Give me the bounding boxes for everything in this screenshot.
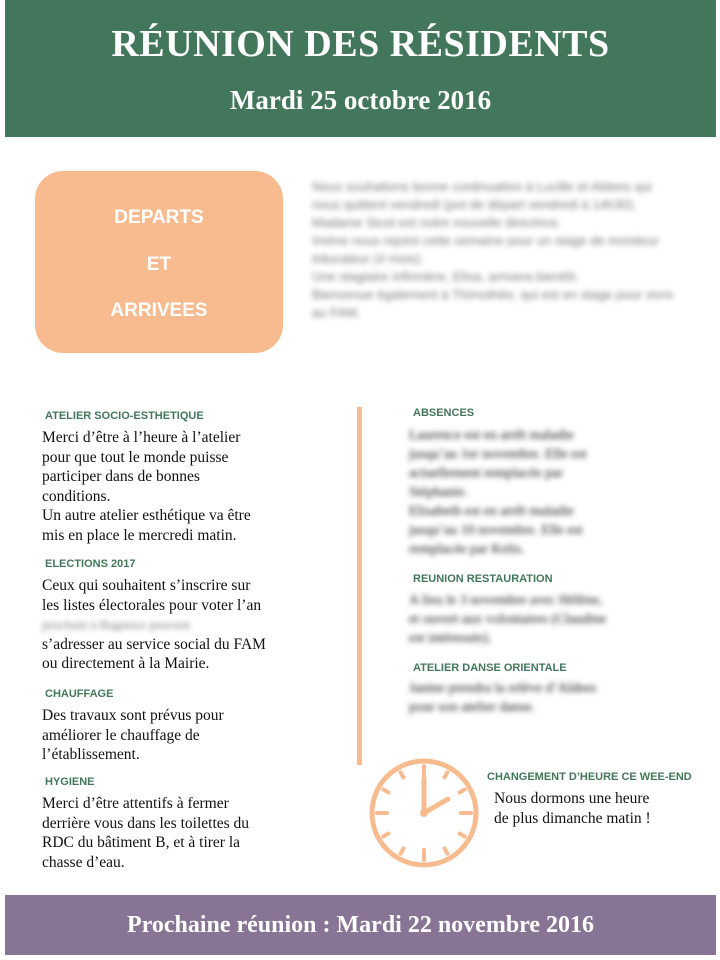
body-line: participer dans de bonnes xyxy=(42,468,200,485)
body-line: actuellement remplacée par xyxy=(409,466,563,481)
body-line: Merci d’être à l’heure à l’atelier xyxy=(42,429,241,446)
section-body-atelier-socio xyxy=(42,428,342,545)
intro-paragraph: Nous souhaitons bonne continuation à Lucille et Aldees qui nous quittent vendredi (pot de départ vendredi à 14h30). xyxy=(312,179,652,212)
intro-paragraph: Imène nous rejoint cette semaine pour un stage de moniteur éducateur (4 mois). xyxy=(312,233,659,266)
column-divider xyxy=(357,407,362,765)
body-line: et ouvert aux volontaires (Claudine xyxy=(409,612,607,627)
header-banner xyxy=(5,0,716,137)
body-line: pour que tout le monde puisse xyxy=(42,448,229,466)
body-line: améliorer le chauffage de xyxy=(42,726,200,744)
section-title-elections: ELECTIONS 2017 xyxy=(45,558,136,570)
body-line: est intéressée). xyxy=(409,631,492,646)
body-line: de plus dimanche matin ! xyxy=(494,809,651,827)
section-body-changement-heure xyxy=(494,789,709,828)
departs-arrivees-text xyxy=(312,178,682,322)
badge-line-departs: DEPARTS xyxy=(114,207,204,228)
section-body-chauffage xyxy=(42,706,342,765)
footer-banner xyxy=(5,895,716,955)
body-line: Des travaux sont prévus pour xyxy=(42,707,224,724)
body-line-blurred: prochain à Bagneux peuvent xyxy=(42,617,191,632)
body-line: A lieu le 3 novembre avec Hélène, xyxy=(409,593,603,608)
section-body-absences xyxy=(409,426,689,559)
meeting-date: Mardi 25 octobre 2016 xyxy=(229,85,492,115)
section-title-danse-orientale: ATELIER DANSE ORIENTALE xyxy=(413,662,567,674)
body-line: Stéphanie. xyxy=(409,485,468,500)
section-body-danse-orientale xyxy=(409,679,689,717)
body-line: Janine prendra la relève d’Aldees xyxy=(409,681,597,696)
body-line: remplacée par Kelis. xyxy=(409,542,525,557)
next-meeting-text: Prochaine réunion : Mardi 22 novembre 2016 xyxy=(126,912,595,938)
section-title-hygiene: HYGIENE xyxy=(45,776,95,788)
body-line: l’établissement. xyxy=(42,746,140,763)
section-title-atelier-socio: ATELIER SOCIO-ESTHETIQUE xyxy=(45,410,204,422)
body-line: chasse d’eau. xyxy=(42,853,125,871)
body-line: jusqu’au 1er novembre. Elle est xyxy=(409,447,587,462)
clock-icon xyxy=(368,757,480,869)
intro-paragraph: Une stagiaire infirmière, Elisa, arrivera bientôt. xyxy=(312,269,579,284)
page-title: RÉUNION DES RÉSIDENTS xyxy=(111,23,610,65)
body-line: s’adresser au service social du FAM xyxy=(42,635,266,653)
section-title-absences: ABSENCES xyxy=(413,407,475,419)
section-title-changement-heure: CHANGEMENT D’HEURE CE WEE-END xyxy=(487,771,692,783)
section-body-elections xyxy=(42,576,352,674)
body-line: les listes électorales pour voter l’an xyxy=(42,596,262,614)
section-body-reunion-restauration xyxy=(409,591,689,648)
intro-paragraph: Madame Sicot est notre nouvelle directrice. xyxy=(312,215,562,230)
body-line: jusqu’au 10 novembre. Elle est xyxy=(409,523,583,538)
body-line: Elisabeth est en arrêt maladie xyxy=(409,504,574,519)
section-body-hygiene xyxy=(42,794,342,872)
badge-line-arrivees: ARRIVEES xyxy=(110,300,208,321)
body-line: Ceux qui souhaitent s’inscrire sur xyxy=(42,577,251,594)
body-line: Laurence est en arrêt maladie xyxy=(409,428,574,443)
departs-arrivees-badge xyxy=(35,171,283,353)
body-line: Un autre atelier esthétique va être xyxy=(42,507,251,524)
section-title-chauffage: CHAUFFAGE xyxy=(45,688,114,700)
intro-paragraph: Bienvenue également à Thimothée, qui est en stage pour vivre au FAM. xyxy=(312,287,674,320)
body-line: Nous dormons une heure xyxy=(494,790,650,807)
body-line: RDC du bâtiment B, et à tirer la xyxy=(42,834,241,851)
badge-line-et: ET xyxy=(146,254,172,275)
body-line: conditions. xyxy=(42,487,111,505)
body-line: derrière vous dans les toilettes du xyxy=(42,814,250,832)
body-line: Merci d’être attentifs à fermer xyxy=(42,795,229,812)
body-line: pour son atelier danse. xyxy=(409,700,535,715)
body-line: mis en place le mercredi matin. xyxy=(42,526,237,544)
section-title-reunion-restauration: REUNION RESTAURATION xyxy=(413,573,553,585)
body-line: ou directement à la Mairie. xyxy=(42,655,210,672)
